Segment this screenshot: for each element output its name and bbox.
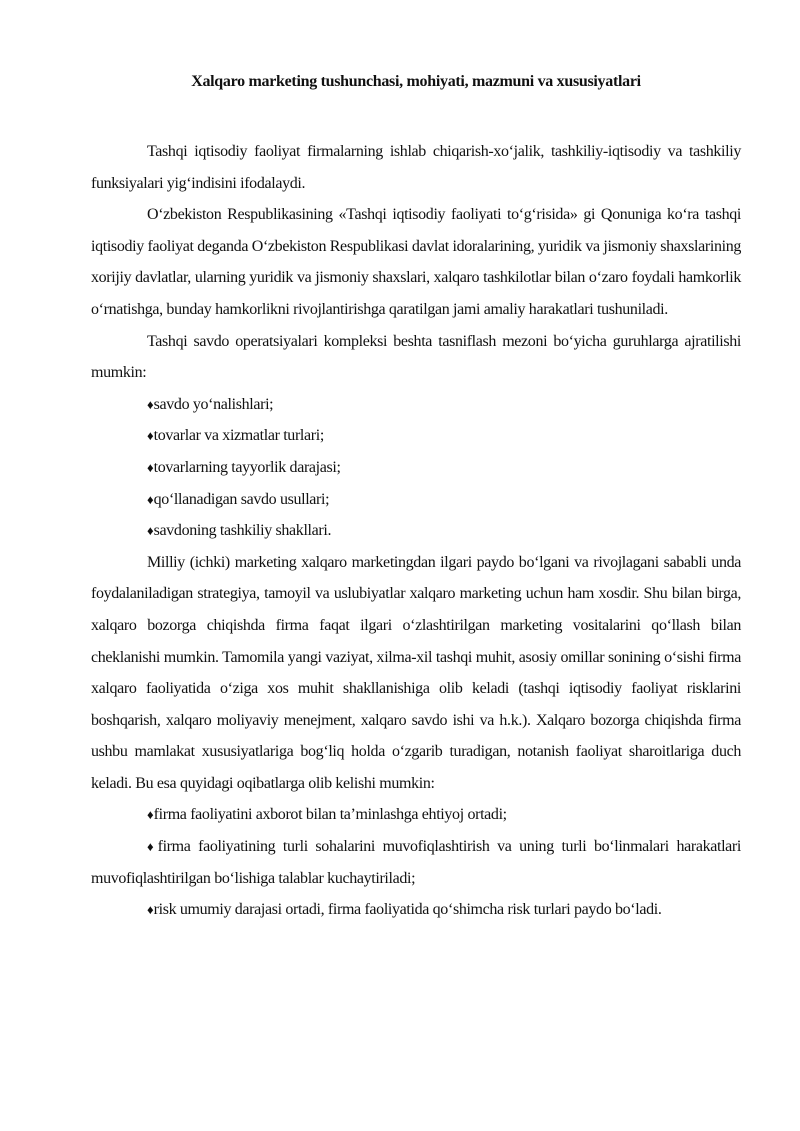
bullet-text: savdoning tashkiliy shakllari. [153,522,332,540]
paragraph: Tashqi iqtisodiy faoliyat firmalarning ishlab chiqarish-xo‘jalik, tashkiliy-iqtisodiy va tashkiliy funksiyalari yig‘indisini ifodalaydi. [91,143,741,192]
document-title: Xalqaro marketing tushunchasi, mohiyati, mazmuni va xususiyatlari [191,73,641,90]
paragraph: Tashqi savdo operatsiyalari kompleksi beshta tasniflash mezoni bo‘yicha guruhlarga ajratilishi mumkin: [91,332,741,382]
bullet-item [91,484,741,516]
document-body [91,136,741,926]
diamond-bullet-icon: ♦ [147,523,154,539]
paragraph: Milliy (ichki) marketing xalqaro marketingdan ilgari paydo bo‘lgani va rivojlagani sababli unda foydalaniladigan strategiya, tamoyil va uslubiyatlar xalqaro marketing uchun ham xosdir. Shu bilan birga, xalqaro bozorga chiqishda firma faqat ilgari o‘zlashtirilgan marketing vositalarini qo‘llash bilan cheklanishi mumkin. Tamomila yangi vaziyat, xilma-xil tashqi muhit, asosiy omillar sonining o‘sishi firma xalqaro faoliyatida o‘ziga xos muhit shakllanishiga olib keladi (tashqi iqtisodiy faoliyat risklarini boshqarish, xalqaro moliyaviy menejment, xalqaro savdo ishi va h.k.). Xalqaro bozorga chiqishda firma ushbu mamlakat xususiyatlariga bog‘liq holda o‘zgarib turadigan, notanish faoliyat sharoitlariga duch keladi. Bu esa quyidagi oqibatlarga olib kelishi mumkin: [91,553,741,792]
bullet-text: tovarlar va xizmatlar turlari; [153,427,324,445]
bullet-text: firma faoliyatini axborot bilan ta’minlashga ehtiyoj ortadi; [153,806,507,824]
bullet-item [91,515,741,547]
bullet-item [91,831,741,894]
diamond-bullet-icon: ♦ [147,839,158,855]
diamond-bullet-icon: ♦ [147,396,154,412]
paragraph: O‘zbekiston Respublikasining «Tashqi iqtisodiy faoliyati to‘g‘risida» gi Qonuniga ko‘ra tashqi iqtisodiy faoliyat deganda O‘zbekiston Respublikasi davlat idoralarining, yuridik va jismoniy shaxslarining xorijiy davlatlar, ularning yuridik va jismoniy shaxslari, xalqaro tashkilotlar bilan o‘zaro foydali hamkorlik o‘rnatishga, bunday hamkorlikni rivojlantirishga qaratilgan jami amaliy harakatlari tushuniladi. [91,206,741,318]
bullet-item [91,452,741,484]
bullet-text: tovarlarning tayyorlik darajasi; [153,458,341,476]
bullet-text: firma faoliyatining turli sohalarini muvofiqlashtirish va uning turli bo‘linmalari harakatlari muvofiqlashtirilgan bo‘lishiga talablar kuchaytiriladi; [91,838,742,887]
diamond-bullet-icon: ♦ [147,902,154,918]
diamond-bullet-icon: ♦ [147,459,154,475]
diamond-bullet-icon: ♦ [147,807,154,823]
bullet-text: qo‘llanadigan savdo usullari; [153,490,330,508]
bullet-item [91,420,741,452]
bullet-text: savdo yo‘nalishlari; [153,395,274,413]
bullet-item [91,799,741,831]
bullet-item [91,894,741,926]
bullet-item [91,389,741,421]
bullet-text: risk umumiy darajasi ortadi, firma faoliyatida qo‘shimcha risk turlari paydo bo‘ladi. [153,901,662,919]
diamond-bullet-icon: ♦ [147,491,154,507]
diamond-bullet-icon: ♦ [147,428,154,444]
